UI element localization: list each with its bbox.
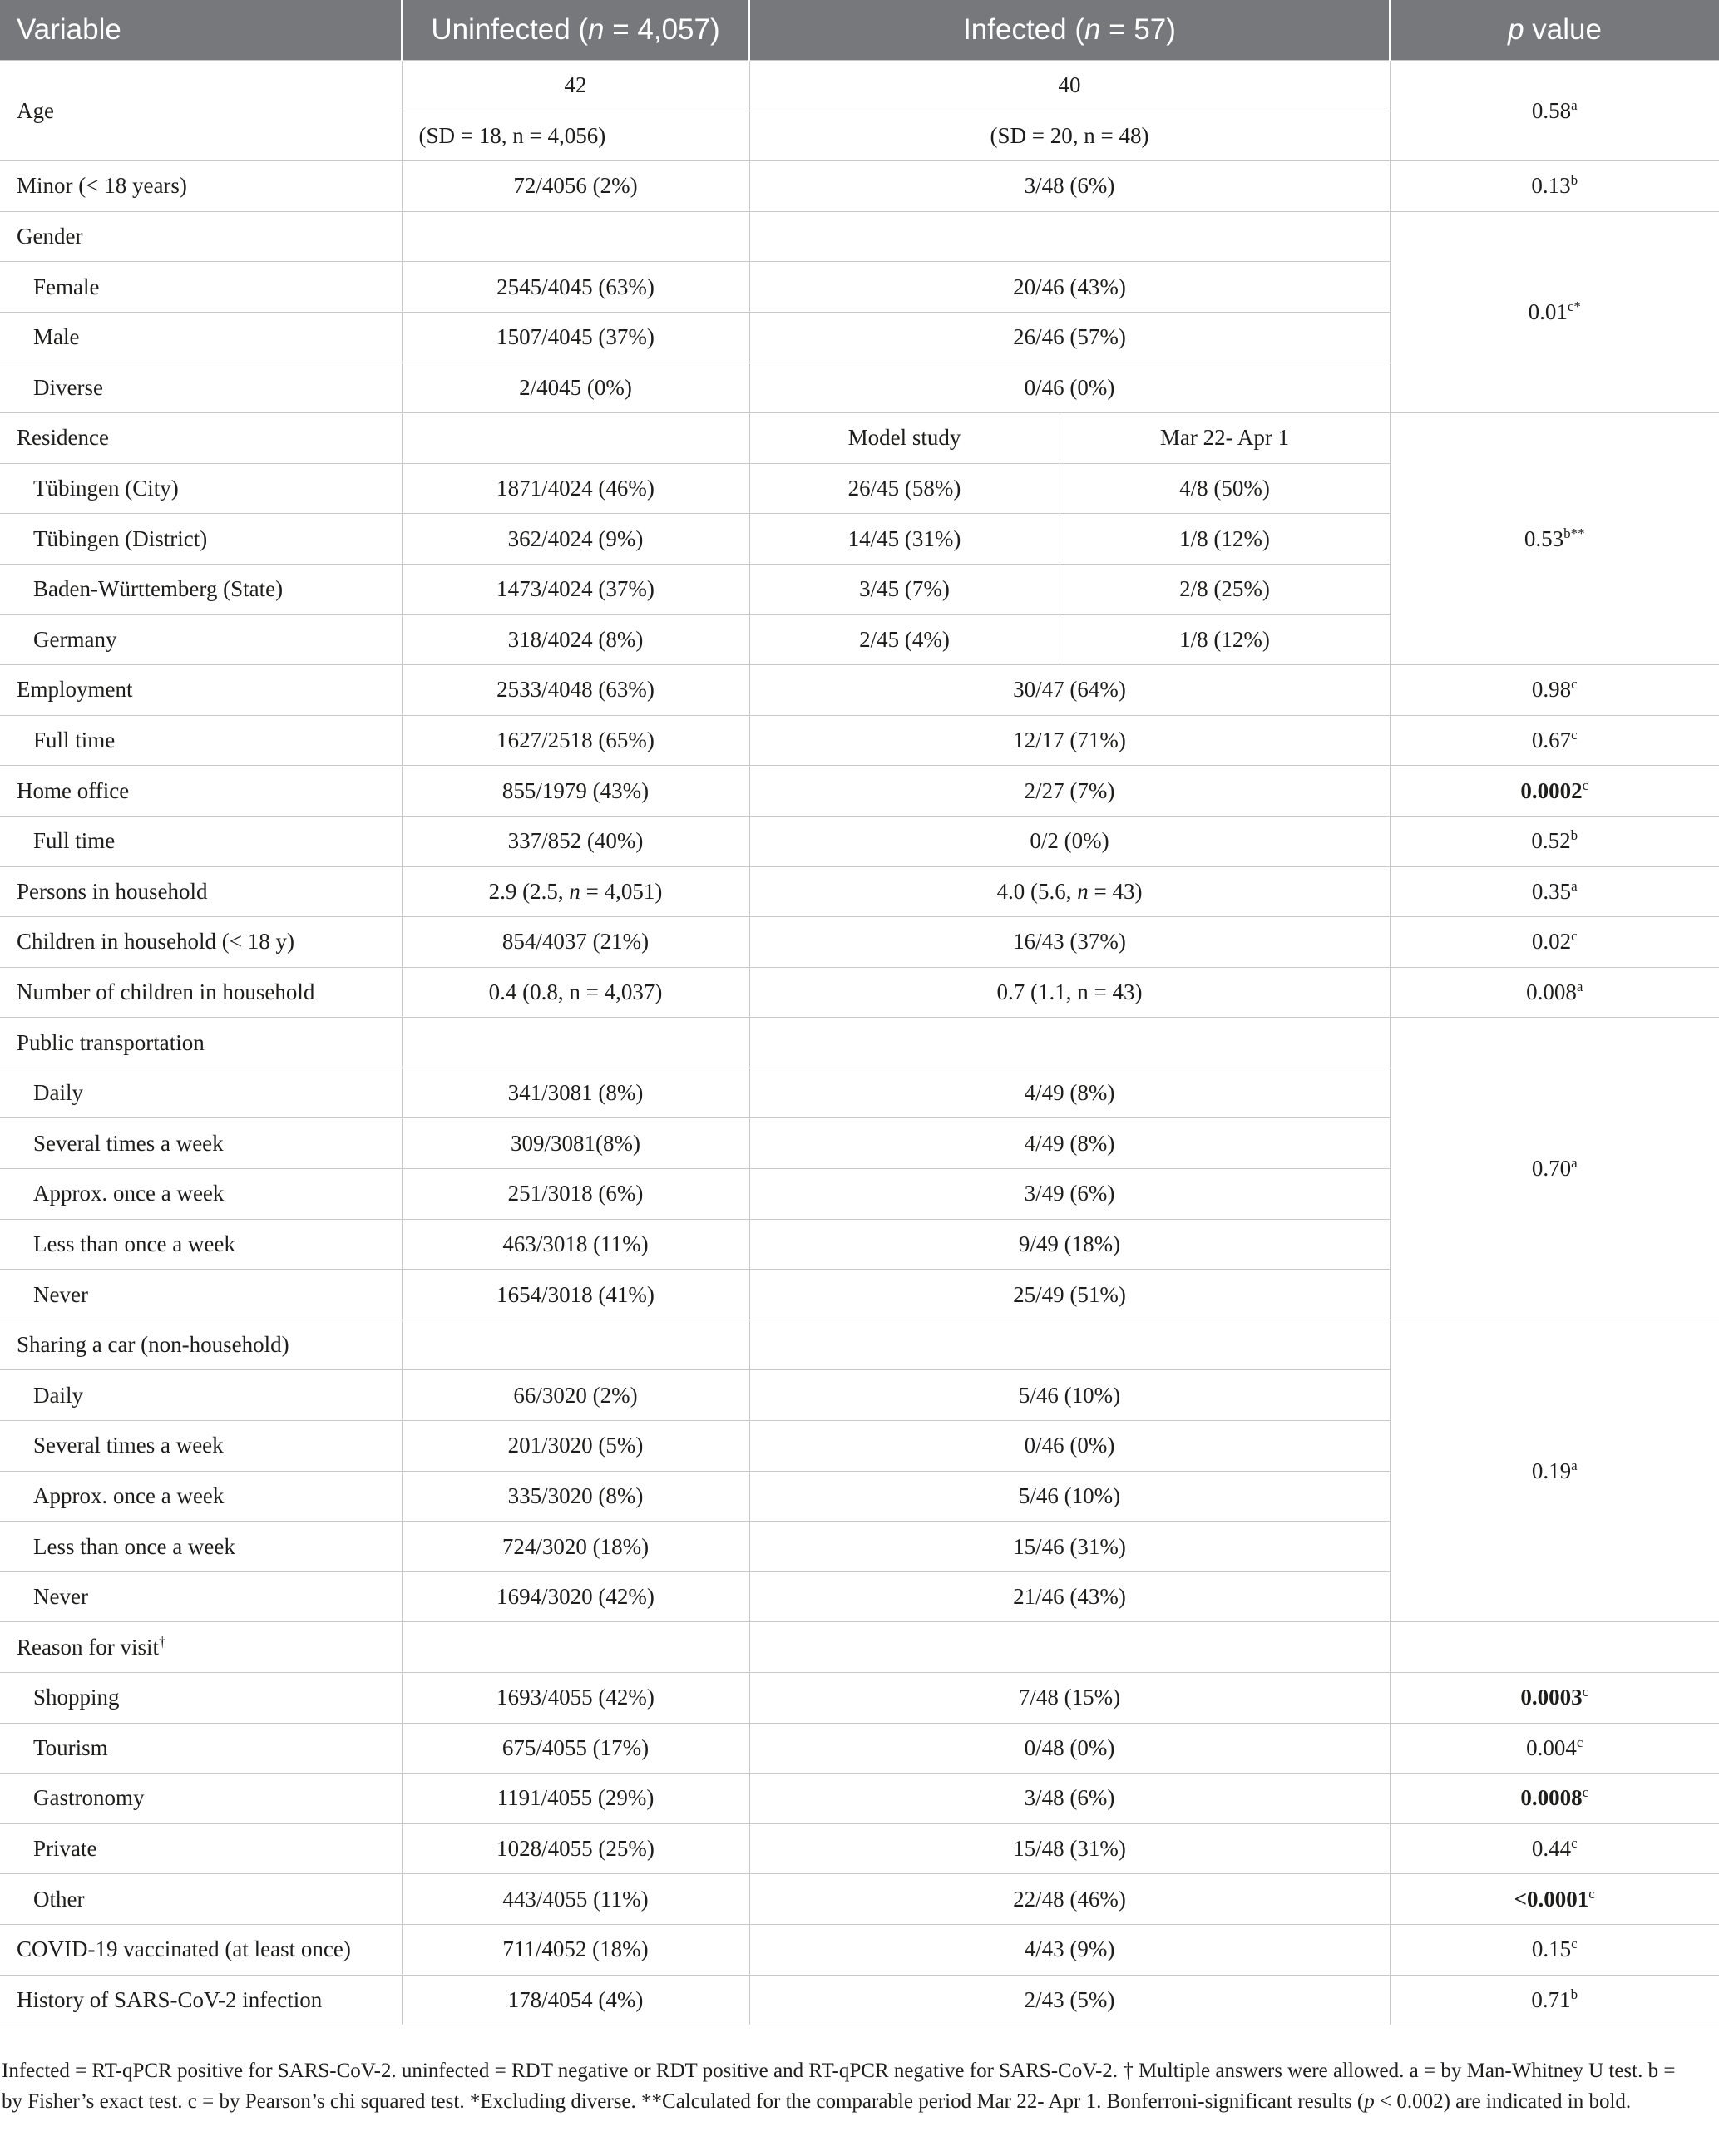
table-row: [0, 1320, 1719, 1370]
cell-uninfected: 251/3018 (6%): [402, 1169, 749, 1220]
header-p-value: p value: [1390, 0, 1719, 61]
table-row: [0, 161, 1719, 212]
cell-infected: 5/46 (10%): [749, 1471, 1390, 1522]
cell-infected: 15/48 (31%): [749, 1823, 1390, 1874]
cell-infected: 25/49 (51%): [749, 1270, 1390, 1320]
row-label: Baden-Württemberg (State): [0, 564, 402, 614]
cell-p-value: 0.0003$^c$: [1390, 1673, 1719, 1724]
row-label: Never: [0, 1571, 402, 1622]
table-row: [0, 1975, 1719, 2025]
cell-infected: 4/43 (9%): [749, 1924, 1390, 1975]
row-label: Tübingen (City): [0, 463, 402, 514]
table-row: [0, 1673, 1719, 1724]
cell-infected: [749, 211, 1390, 262]
cell-period: 1/8 (12%): [1060, 614, 1390, 665]
cell-infected: 7/48 (15%): [749, 1673, 1390, 1724]
row-label: Approx. once a week: [0, 1169, 402, 1220]
cell-uninfected: 1693/4055 (42%): [402, 1673, 749, 1724]
table-row: [0, 866, 1719, 917]
table-row: [0, 211, 1719, 262]
cell-p-value: 0.19$^a$: [1390, 1320, 1719, 1622]
cell-uninfected: 362/4024 (9%): [402, 514, 749, 565]
row-label: Children in household (< 18 y): [0, 917, 402, 968]
cell-p-value: 0.008$^a$: [1390, 967, 1719, 1018]
cell-infected: 22/48 (46%): [749, 1874, 1390, 1925]
row-label: Full time: [0, 715, 402, 766]
cell-infected: 20/46 (43%): [749, 262, 1390, 313]
row-label: Less than once a week: [0, 1522, 402, 1572]
header-uninfected: Uninfected (n = 4,057): [402, 0, 749, 61]
cell-uninfected: 0.4 (0.8, n = 4,037): [402, 967, 749, 1018]
cell-infected: 3/48 (6%): [749, 1774, 1390, 1824]
cell-uninfected: 2533/4048 (63%): [402, 665, 749, 716]
cell-uninfected: 2.9 (2.5, n = 4,051): [402, 866, 749, 917]
table-row: [0, 1874, 1719, 1925]
cell-p-value: 0.98$^c$: [1390, 665, 1719, 716]
cell-uninfected: 341/3081 (8%): [402, 1068, 749, 1118]
cell-infected: 0.7 (1.1, n = 43): [749, 967, 1390, 1018]
cell-infected: 9/49 (18%): [749, 1219, 1390, 1270]
table-row: [0, 1723, 1719, 1774]
row-label: Public transportation: [0, 1018, 402, 1068]
cell-infected: [749, 1320, 1390, 1370]
cell-infected: 2/27 (7%): [749, 766, 1390, 817]
table-row: [0, 967, 1719, 1018]
cell-p-value: 0.02$^c$: [1390, 917, 1719, 968]
cell-infected: 5/46 (10%): [749, 1370, 1390, 1421]
cell-p-value: 0.67$^c$: [1390, 715, 1719, 766]
row-label: Tübingen (District): [0, 514, 402, 565]
cell-p-value: 0.35$^a$: [1390, 866, 1719, 917]
cell-p-value: 0.0008$^c$: [1390, 1774, 1719, 1824]
table-row: [0, 1823, 1719, 1874]
cell-uninfected: 675/4055 (17%): [402, 1723, 749, 1774]
cell-p-value: 0.58$^a$: [1390, 61, 1719, 161]
cell-uninfected: (SD = 18, n = 4,056): [402, 111, 749, 161]
table-row: [0, 1018, 1719, 1068]
header-row: [0, 0, 1719, 61]
row-label: Persons in household: [0, 866, 402, 917]
row-label: Several times a week: [0, 1421, 402, 1472]
row-label: Gender: [0, 211, 402, 262]
cell-uninfected: 1694/3020 (42%): [402, 1571, 749, 1622]
cell-p-value: [1390, 1622, 1719, 1673]
cell-infected: 2/43 (5%): [749, 1975, 1390, 2025]
table-row: [0, 665, 1719, 716]
cell-infected: 0/46 (0%): [749, 363, 1390, 413]
cell-uninfected: [402, 1018, 749, 1068]
cell-period: 2/8 (25%): [1060, 564, 1390, 614]
row-label: Full time: [0, 816, 402, 866]
cell-uninfected: 66/3020 (2%): [402, 1370, 749, 1421]
cell-uninfected: 2545/4045 (63%): [402, 262, 749, 313]
cell-infected: 0/2 (0%): [749, 816, 1390, 866]
cell-uninfected: 1191/4055 (29%): [402, 1774, 749, 1824]
cell-model-study: 26/45 (58%): [749, 463, 1060, 514]
row-label: History of SARS-CoV-2 infection: [0, 1975, 402, 2025]
row-label: Shopping: [0, 1673, 402, 1724]
row-label: Age: [0, 61, 402, 161]
cell-infected: 40: [749, 61, 1390, 111]
cell-uninfected: 201/3020 (5%): [402, 1421, 749, 1472]
cell-uninfected: 337/852 (40%): [402, 816, 749, 866]
cell-infected: [749, 1018, 1390, 1068]
cell-model-study: 3/45 (7%): [749, 564, 1060, 614]
cell-uninfected: 1654/3018 (41%): [402, 1270, 749, 1320]
row-label: Number of children in household: [0, 967, 402, 1018]
cell-uninfected: [402, 211, 749, 262]
cell-p-value: 0.13$^b$: [1390, 161, 1719, 212]
row-label: Approx. once a week: [0, 1471, 402, 1522]
cell-infected: 4.0 (5.6, n = 43): [749, 866, 1390, 917]
header-variable: Variable: [0, 0, 402, 61]
cell-infected: 0/46 (0%): [749, 1421, 1390, 1472]
table-row: [0, 413, 1719, 464]
cell-uninfected: 855/1979 (43%): [402, 766, 749, 817]
cell-uninfected: 1473/4024 (37%): [402, 564, 749, 614]
cell-p-value: $0.53^{b**}$: [1390, 413, 1719, 665]
cell-uninfected: 1507/4045 (37%): [402, 312, 749, 363]
cell-uninfected: 463/3018 (11%): [402, 1219, 749, 1270]
cell-infected: (SD = 20, n = 48): [749, 111, 1390, 161]
cell-period: 1/8 (12%): [1060, 514, 1390, 565]
cell-uninfected: 1871/4024 (46%): [402, 463, 749, 514]
row-label: Home office: [0, 766, 402, 817]
row-label: Germany: [0, 614, 402, 665]
row-label: Reason for visit†: [0, 1622, 402, 1673]
table-row: [0, 917, 1719, 968]
cell-uninfected: 443/4055 (11%): [402, 1874, 749, 1925]
cell-uninfected: [402, 1320, 749, 1370]
cell-model-study: 2/45 (4%): [749, 614, 1060, 665]
row-label: Tourism: [0, 1723, 402, 1774]
row-label: Minor (< 18 years): [0, 161, 402, 212]
cell-p-value: <0.0001$^c$: [1390, 1874, 1719, 1925]
table-row: [0, 61, 1719, 111]
cell-p-value: 0.70$^a$: [1390, 1018, 1719, 1320]
cell-infected: [749, 1622, 1390, 1673]
table-row: [0, 1622, 1719, 1673]
header-infected: Infected (n = 57): [749, 0, 1390, 61]
cell-uninfected: 335/3020 (8%): [402, 1471, 749, 1522]
cell-infected: 12/17 (71%): [749, 715, 1390, 766]
row-label: Never: [0, 1270, 402, 1320]
cell-p-value: $0.01^{c*}$: [1390, 211, 1719, 412]
cell-uninfected: 309/3081(8%): [402, 1118, 749, 1169]
cell-uninfected: 2/4045 (0%): [402, 363, 749, 413]
cell-model-study: 14/45 (31%): [749, 514, 1060, 565]
cell-infected: 3/49 (6%): [749, 1169, 1390, 1220]
row-label: Private: [0, 1823, 402, 1874]
table-row: [0, 1924, 1719, 1975]
cell-uninfected: 1028/4055 (25%): [402, 1823, 749, 1874]
cell-p-value: 0.44$^c$: [1390, 1823, 1719, 1874]
cell-uninfected: 318/4024 (8%): [402, 614, 749, 665]
cell-uninfected: 854/4037 (21%): [402, 917, 749, 968]
cell-uninfected: 711/4052 (18%): [402, 1924, 749, 1975]
cell-p-value: 0.52$^b$: [1390, 816, 1719, 866]
row-label: Female: [0, 262, 402, 313]
cell-infected: 26/46 (57%): [749, 312, 1390, 363]
cell-period: 4/8 (50%): [1060, 463, 1390, 514]
cell-p-value: 0.71$^b$: [1390, 1975, 1719, 2025]
cell-uninfected: [402, 413, 749, 464]
cell-infected: 21/46 (43%): [749, 1571, 1390, 1622]
cell-p-value: 0.15$^c$: [1390, 1924, 1719, 1975]
row-label: Employment: [0, 665, 402, 716]
row-label: Male: [0, 312, 402, 363]
cell-uninfected: [402, 1622, 749, 1673]
cell-uninfected: 72/4056 (2%): [402, 161, 749, 212]
table-row: [0, 1774, 1719, 1824]
row-label: Less than once a week: [0, 1219, 402, 1270]
row-label: Gastronomy: [0, 1774, 402, 1824]
table-row: [0, 715, 1719, 766]
cell-infected: 16/43 (37%): [749, 917, 1390, 968]
cell-uninfected: 1627/2518 (65%): [402, 715, 749, 766]
cell-model-study-header: Model study: [749, 413, 1060, 464]
table-footnote: Infected = RT-qPCR positive for SARS-CoV-2. uninfected = RDT negative or RDT positive and RT-qPCR negative for SARS-CoV-2. † Multiple answers were allowed. a = by Man-Whitney U test. b = by Fisher’s exact test. c = by Pearson’s chi squared test. *Excluding diverse. **Calculated for the comparable period Mar 22- Apr 1. Bonferroni-significant results (p < 0.002) are indicated in bold.: [2, 2060, 1676, 2113]
cell-infected: 4/49 (8%): [749, 1068, 1390, 1118]
cell-p-value: 0.0002$^c$: [1390, 766, 1719, 817]
cell-period-header: Mar 22- Apr 1: [1060, 413, 1390, 464]
cell-infected: 3/48 (6%): [749, 161, 1390, 212]
row-label: Daily: [0, 1068, 402, 1118]
row-label: Other: [0, 1874, 402, 1925]
row-label: Daily: [0, 1370, 402, 1421]
row-label: Several times a week: [0, 1118, 402, 1169]
cell-infected: 30/47 (64%): [749, 665, 1390, 716]
cell-uninfected: 724/3020 (18%): [402, 1522, 749, 1572]
row-label: Sharing a car (non-household): [0, 1320, 402, 1370]
row-label: Residence: [0, 413, 402, 464]
cell-p-value: 0.004$^c$: [1390, 1723, 1719, 1774]
table-row: [0, 816, 1719, 866]
cell-infected: 4/49 (8%): [749, 1118, 1390, 1169]
row-label: COVID-19 vaccinated (at least once): [0, 1924, 402, 1975]
row-label: Diverse: [0, 363, 402, 413]
cell-uninfected: 178/4054 (4%): [402, 1975, 749, 2025]
table-row: [0, 766, 1719, 817]
cell-infected: 0/48 (0%): [749, 1723, 1390, 1774]
cell-uninfected: 42: [402, 61, 749, 111]
cell-infected: 15/46 (31%): [749, 1522, 1390, 1572]
